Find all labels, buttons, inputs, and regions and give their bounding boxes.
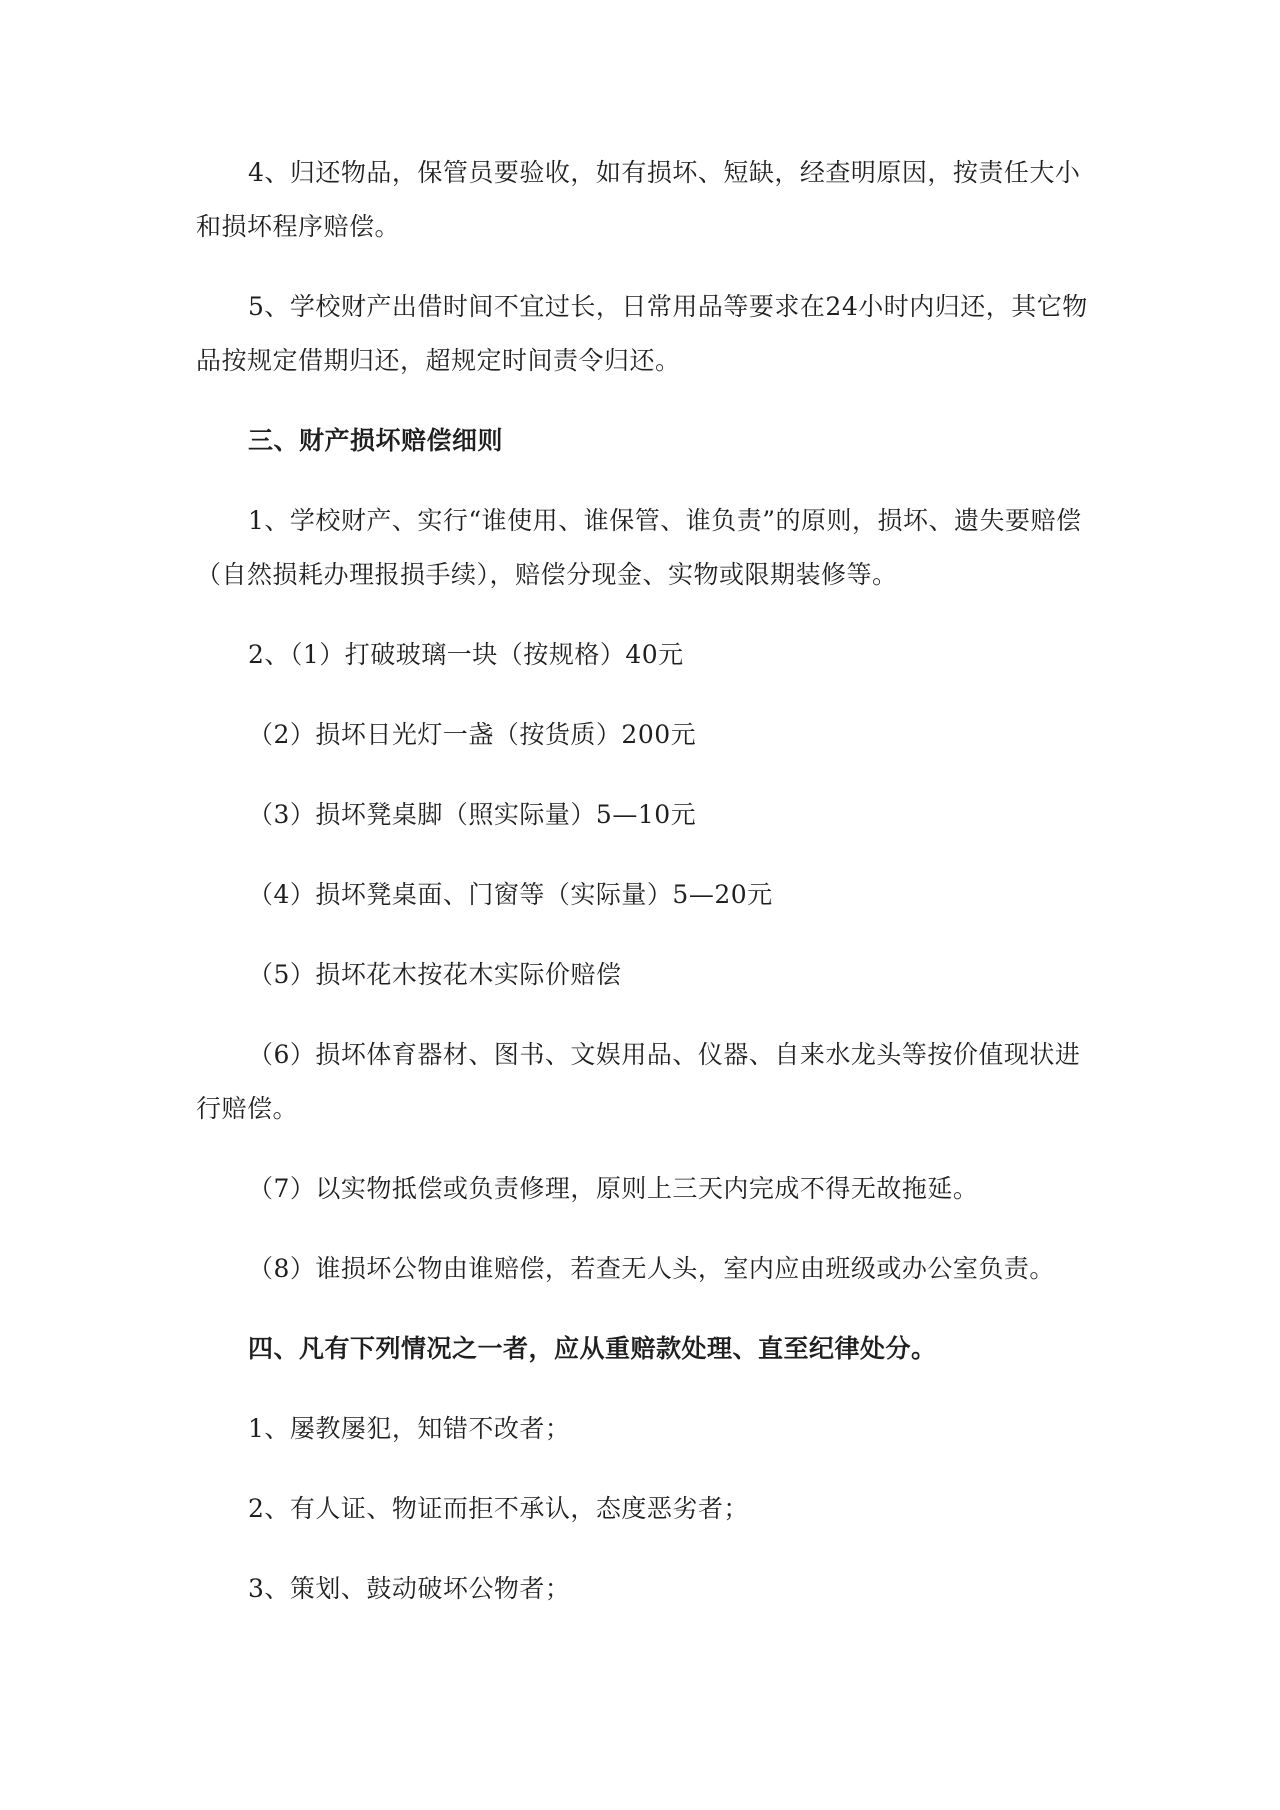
- compensation-item-5: （5）损坏花木按花木实际价赔偿: [248, 960, 622, 989]
- section4-item-2: 2、有人证、物证而拒不承认，态度恶劣者；: [248, 1494, 749, 1523]
- section4-item-1: 1、屡教屡犯，知错不改者；: [248, 1414, 571, 1443]
- section3-item-2: 2、（1）打破玻璃一块（按规格）40元: [248, 640, 684, 669]
- compensation-item-6: （6）损坏体育器材、图书、文娱用品、仪器、自来水龙头等按价值现状进行赔偿。: [196, 1040, 1081, 1123]
- section4-item-3: 3、策划、鼓动破坏公物者；: [248, 1574, 571, 1603]
- section3-item-1: 1、学校财产、实行“谁使用、谁保管、谁负责”的原则，损坏、遗失要赔偿（自然损耗办理报损手续），赔偿分现金、实物或限期装修等。: [196, 506, 1082, 589]
- paragraph-item-5: 5、学校财产出借时间不宜过长，日常用品等要求在24小时内归还，其它物品按规定借期归还，超规定时间责令归还。: [196, 292, 1088, 375]
- compensation-item-2: （2）损坏日光灯一盏（按货质）200元: [248, 720, 697, 749]
- compensation-item-7: （7）以实物抵偿或负责修理，原则上三天内完成不得无故拖延。: [248, 1174, 979, 1203]
- compensation-item-8: （8）谁损坏公物由谁赔偿，若查无人头，室内应由班级或办公室负责。: [248, 1254, 1055, 1283]
- compensation-item-4: （4）损坏凳桌面、门窗等（实际量）5—20元: [248, 880, 773, 909]
- section-heading-3: 三、财产损坏赔偿细则: [248, 426, 504, 455]
- section-heading-4: 四、凡有下列情况之一者，应从重赔款处理、直至纪律处分。: [248, 1334, 937, 1363]
- compensation-item-3: （3）损坏凳桌脚（照实际量）5—10元: [248, 800, 697, 829]
- paragraph-item-4: 4、归还物品，保管员要验收，如有损坏、短缺，经查明原因，按责任大小和损坏程序赔偿。: [196, 158, 1081, 241]
- document-body: [196, 146, 1096, 1616]
